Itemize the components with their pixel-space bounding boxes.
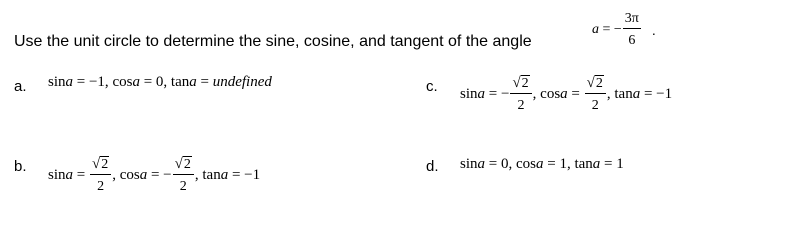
- option-c-answer[interactable]: [460, 75, 672, 113]
- var-a: a: [477, 85, 486, 102]
- sqrt-symbol: √ 2: [91, 156, 109, 173]
- tan-label: , tan: [606, 85, 633, 102]
- option-d-letter: d.: [426, 158, 439, 175]
- sqrt-symbol: √ 2: [174, 156, 191, 173]
- var-a: a: [189, 74, 197, 90]
- cos-label: cos: [112, 74, 133, 90]
- denominator: 2: [179, 179, 187, 195]
- radicand: 2: [183, 157, 191, 172]
- tan-label: tan: [170, 74, 190, 90]
- angle-variable: a: [592, 22, 599, 37]
- sin-label: sin: [48, 166, 66, 183]
- question-angle: [592, 12, 656, 48]
- denominator: 2: [97, 179, 105, 195]
- option-b-answer[interactable]: [48, 156, 260, 194]
- sin-value: = 0,: [485, 156, 516, 172]
- sin-label: sin: [48, 74, 66, 90]
- angle-denominator: 6: [628, 33, 636, 48]
- var-a: a: [632, 85, 641, 102]
- radicand: 2: [101, 157, 109, 172]
- var-a: a: [139, 166, 148, 183]
- question-text: Use the unit circle to determine the sine, cosine, and tangent of the angle: [14, 33, 532, 50]
- tan-label: tan: [574, 156, 593, 172]
- tan-equals: =: [196, 74, 213, 90]
- cos-value: = 0,: [139, 74, 171, 90]
- sqrt-symbol: √ 2: [586, 75, 603, 92]
- var-a: a: [560, 85, 568, 102]
- option-c-letter: c.: [426, 78, 438, 95]
- denominator: 2: [517, 98, 525, 114]
- cos-label: , cos: [532, 85, 561, 102]
- option-a-answer[interactable]: [48, 74, 272, 91]
- var-a: a: [220, 166, 229, 183]
- denominator: 2: [591, 98, 599, 114]
- tan-undefined: undefined: [212, 74, 272, 90]
- cos-equals: = −: [147, 166, 172, 183]
- radicand: 2: [521, 76, 529, 91]
- var-a: a: [592, 156, 601, 172]
- var-a: a: [477, 156, 486, 172]
- option-d-answer[interactable]: [460, 156, 624, 173]
- var-a: a: [132, 74, 140, 90]
- tan-value: = 1: [600, 156, 624, 172]
- question-period: .: [651, 22, 656, 38]
- angle-numerator: 3π: [623, 12, 641, 29]
- sin-equals: = −: [485, 85, 510, 102]
- sin-label: sin: [460, 85, 478, 102]
- var-a: a: [65, 74, 74, 90]
- sin-value: = −1,: [73, 74, 113, 90]
- sin-fraction: [510, 75, 531, 113]
- option-a-letter: a.: [14, 78, 27, 95]
- sin-equals: =: [73, 166, 89, 183]
- radicand: 2: [595, 76, 603, 91]
- var-a: a: [65, 166, 74, 183]
- cos-label: cos: [515, 156, 536, 172]
- var-a: a: [535, 156, 544, 172]
- angle-fraction: [623, 12, 641, 48]
- tan-value: = −1: [228, 166, 261, 183]
- tan-value: = −1: [640, 85, 673, 102]
- cos-equals: =: [567, 85, 584, 102]
- cos-fraction: [173, 156, 194, 194]
- cos-value: = 1,: [543, 156, 575, 172]
- angle-equals: = −: [599, 22, 622, 37]
- sqrt-symbol: √ 2: [512, 75, 529, 92]
- sin-fraction: [90, 156, 111, 194]
- tan-label: , tan: [194, 166, 221, 183]
- cos-label: , cos: [112, 166, 140, 183]
- sin-label: sin: [460, 156, 478, 172]
- option-b-letter: b.: [14, 158, 27, 175]
- cos-fraction: [585, 75, 606, 113]
